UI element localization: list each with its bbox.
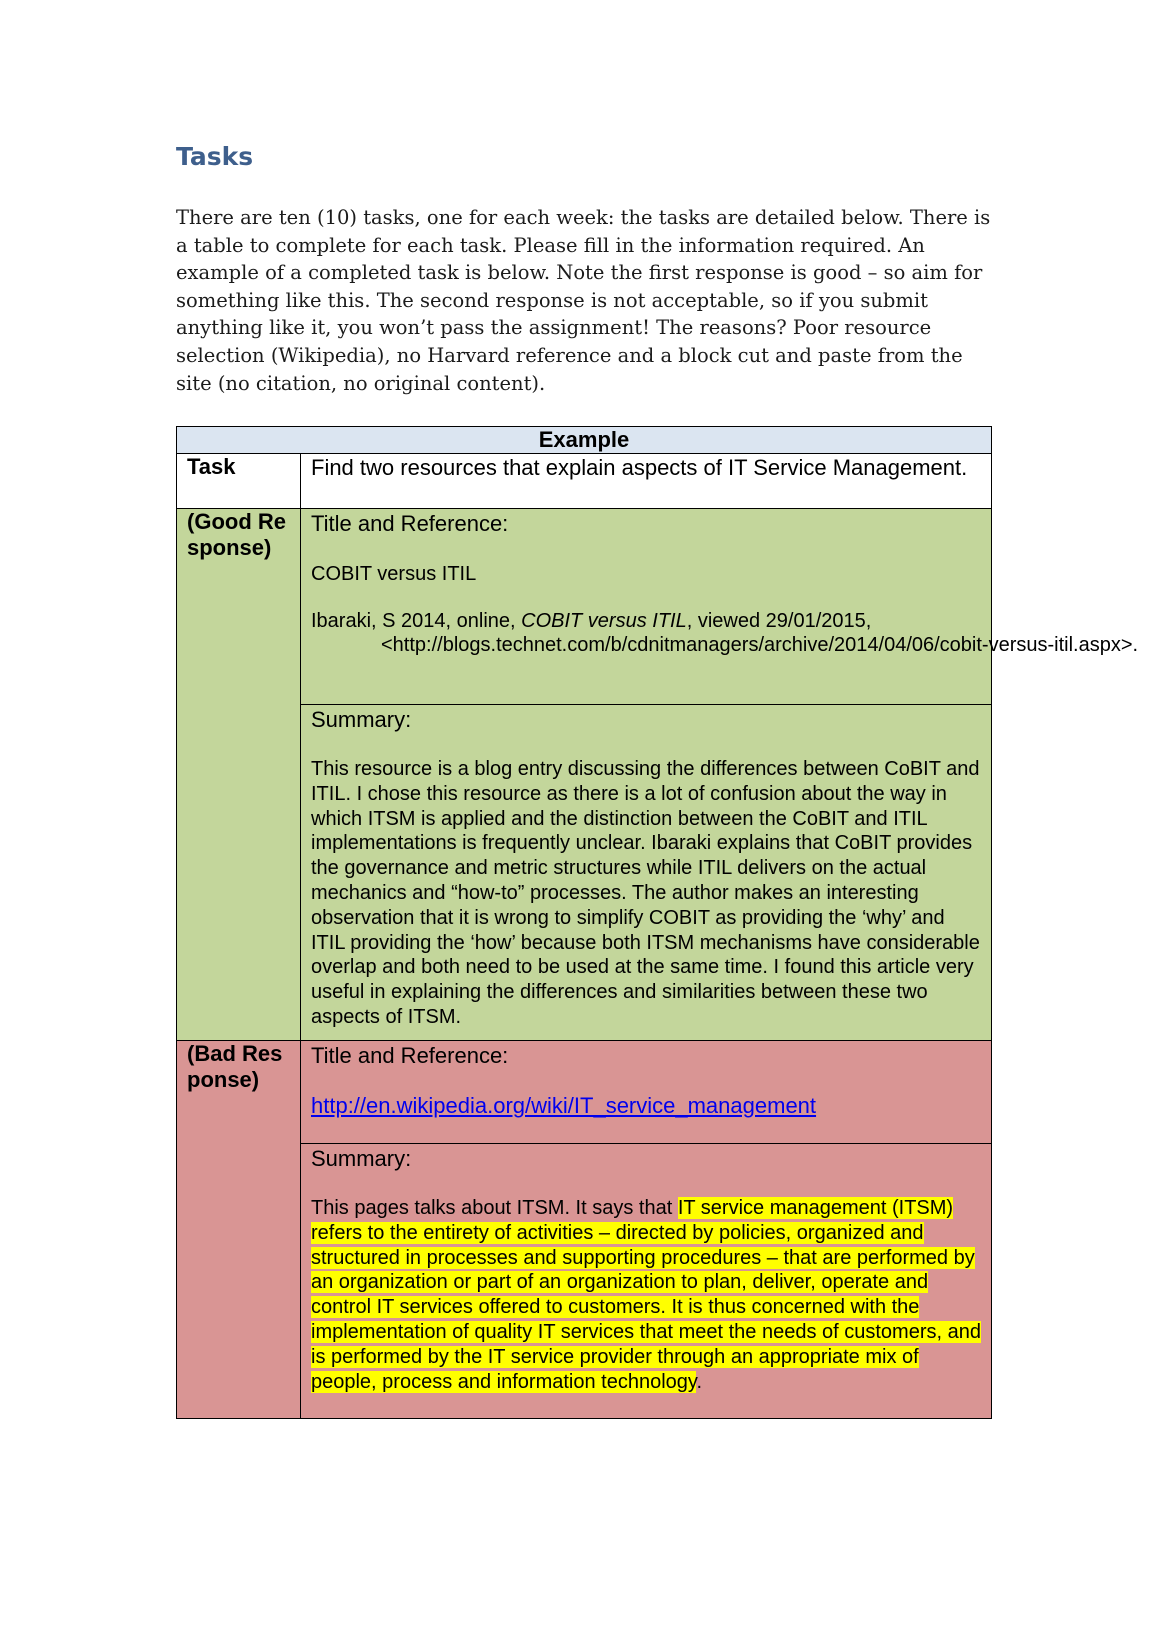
table-row	[177, 1041, 992, 1144]
intro-paragraph: There are ten (10) tasks, one for each week: the tasks are detailed below. There is a table to complete for each task. Please fill in the information required. An example of a completed task is below. Note the first response is good – so aim for something like this. The second response is not acceptable, so if you submit anything like it, you won’t pass the assignment! The reasons? Poor resource selection (Wikipedia), no Harvard reference and a block cut and paste from the site (no citation, no original content).	[176, 206, 991, 395]
bad-summary-heading: Summary:	[311, 1146, 412, 1171]
table-header: Example	[177, 427, 992, 454]
bad-summary-plain: This pages talks about ITSM. It says that	[311, 1197, 678, 1219]
table-row	[177, 509, 992, 705]
ref-url: <http://blogs.technet.com/b/cdnitmanagers/archive/2014/04/06/cobit-versus-itil.aspx>.	[381, 634, 1139, 657]
good-reference	[311, 609, 1139, 658]
bad-title-cell	[301, 1041, 992, 1144]
good-summary-cell	[301, 705, 992, 1041]
ref-viewed: , viewed 29/01/2015,	[686, 609, 872, 632]
bad-title-heading: Title and Reference:	[311, 1043, 509, 1068]
ref-title: COBIT versus ITIL	[521, 609, 687, 632]
good-summary-heading: Summary:	[311, 707, 412, 732]
copied-text-highlight: IT service management (ITSM) refers to the entirety of activities – directed by policies, organized and structured in processes and supporting procedures – that are performed by an organization or part of an organization to plan, deliver, operate and control IT services offered to customers. It is thus concerned with the implementation of quality IT services that meet the needs of customers, and is performed by the IT service provider through an appropriate mix of people, process and information technology	[311, 1197, 981, 1393]
example-table	[176, 426, 1139, 1419]
ref-prefix: Ibaraki, S 2014, online,	[311, 609, 522, 632]
page-title: Tasks	[176, 142, 254, 171]
good-title-heading: Title and Reference:	[311, 511, 509, 536]
wikipedia-link[interactable]: http://en.wikipedia.org/wiki/IT_service_management	[311, 1093, 817, 1118]
bad-summary-cell	[301, 1144, 992, 1419]
good-resource-title: COBIT versus ITIL	[311, 563, 477, 585]
task-label: Task	[177, 454, 301, 509]
good-title-cell	[301, 509, 1139, 705]
bad-summary-end: .	[696, 1370, 702, 1393]
good-response-label: (Good Response)	[177, 509, 301, 1041]
bad-response-label: (Bad Response)	[177, 1041, 301, 1419]
bad-summary-text	[311, 1196, 981, 1394]
task-text: Find two resources that explain aspects of IT Service Management.	[301, 454, 992, 509]
table-row	[177, 454, 992, 509]
good-summary-text: This resource is a blog entry discussing the differences between CoBIT and ITIL. I chose this resource as there is a lot of confusion about the way in which ITSM is applied and the distinction between the CoBIT and ITIL implementations is frequently unclear. Ibaraki explains that CoBIT provides the governance and metric structures while ITIL delivers on the actual mechanics and “how-to” processes. The author makes an interesting observation that it is wrong to simplify COBIT as providing the ‘why’ and ITIL providing the ‘how’ because both ITSM mechanisms have considerable overlap and both need to be used at the same time. I found this article very useful in explaining the differences and similarities between these two aspects of ITSM.	[311, 758, 980, 1028]
